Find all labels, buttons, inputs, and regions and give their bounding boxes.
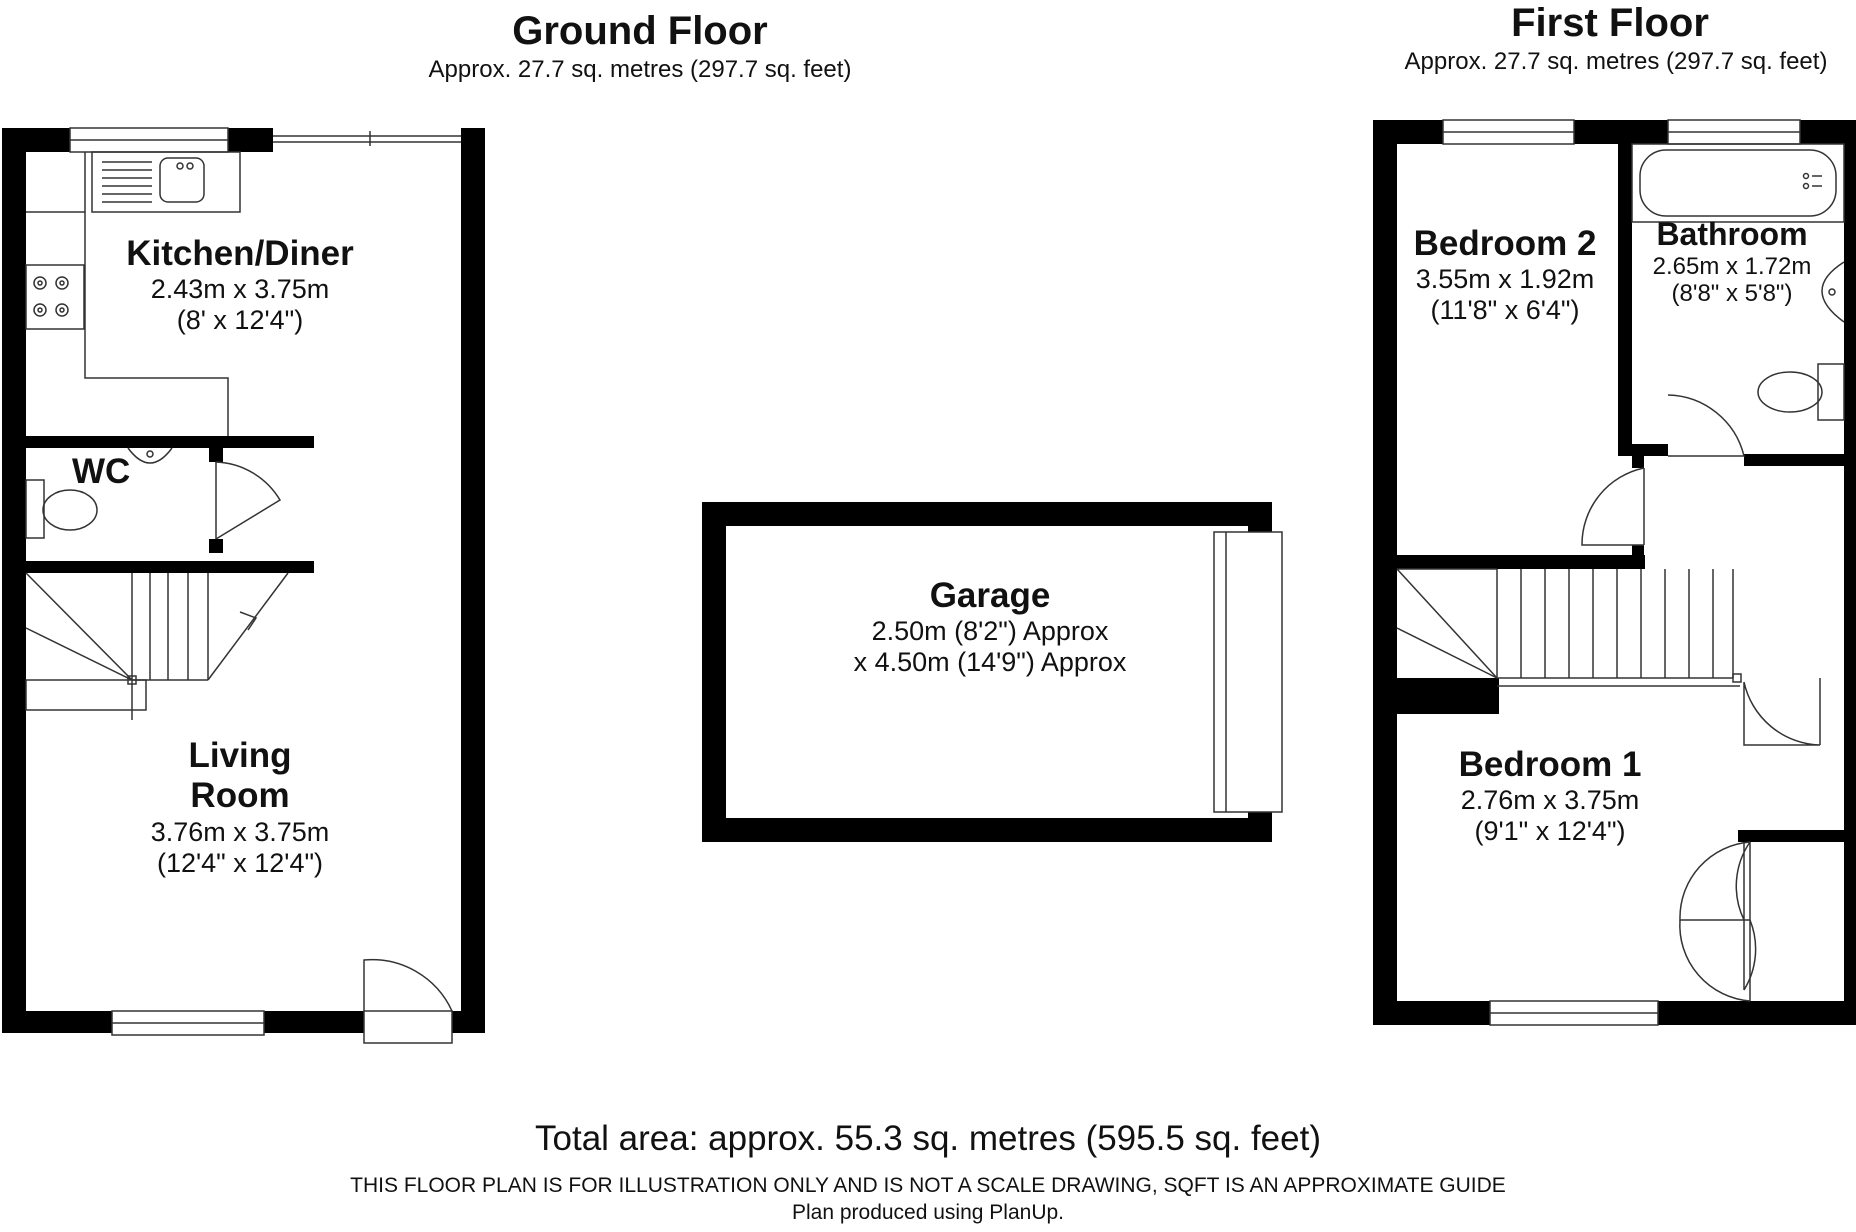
bathroom-label	[1632, 216, 1832, 308]
ground-floor-stairs	[26, 573, 288, 720]
first-floor-area: Approx. 27.7 sq. metres (297.7 sq. feet)	[1404, 48, 1828, 75]
kitchen-sink	[92, 152, 240, 212]
bedroom1-size-ft: (9'1" x 12'4")	[1474, 816, 1626, 847]
living-size-m: 3.76m x 3.75m	[150, 816, 330, 847]
ground-floor-area: Approx. 27.7 sq. metres (297.7 sq. feet)	[428, 56, 852, 83]
bedroom1-name: Bedroom 1	[1458, 745, 1642, 784]
living-name-line1: Living	[188, 736, 292, 775]
wc-door	[216, 462, 280, 539]
living-room-label	[90, 736, 390, 879]
ground-floor-title: Ground Floor	[512, 9, 768, 53]
bedroom1-size-m: 2.76m x 3.75m	[1460, 785, 1640, 816]
bedroom2-size-ft: (11'8" x 6'4")	[1430, 295, 1580, 326]
wardrobe-doors	[1736, 842, 1755, 990]
wc-toilet	[43, 490, 97, 530]
garage-length: x 4.50m (14'9") Approx	[853, 647, 1127, 678]
total-area: Total area: approx. 55.3 sq. metres (595.5 sq. feet)	[535, 1119, 1321, 1158]
bathroom-size-m: 2.65m x 1.72m	[1652, 252, 1812, 280]
disclaimer: THIS FLOOR PLAN IS FOR ILLUSTRATION ONLY AND IS NOT A SCALE DRAWING, SQFT IS AN APPROXIMATE GUIDE	[350, 1174, 1506, 1197]
bathroom-name: Bathroom	[1656, 216, 1808, 252]
garage-width: 2.50m (8'2") Approx	[871, 616, 1109, 647]
bedroom1-door	[1744, 682, 1820, 745]
bedroom1-label	[1430, 745, 1670, 847]
garage-label	[780, 576, 1200, 678]
bedroom2-label	[1390, 224, 1620, 326]
bath-tub	[1632, 144, 1844, 222]
kitchen-name: Kitchen/Diner	[126, 234, 354, 273]
plan-credit: Plan produced using PlanUp.	[791, 1201, 1064, 1224]
first-floor-stairs	[1397, 569, 1741, 686]
bathroom-size-ft: (8'8" x 5'8")	[1671, 280, 1793, 308]
garage-name: Garage	[929, 576, 1051, 615]
wc-name: WC	[72, 452, 131, 491]
bedroom2-size-m: 3.55m x 1.92m	[1415, 264, 1595, 295]
first-floor-title: First Floor	[1511, 1, 1709, 45]
bathroom-toilet	[1758, 372, 1822, 412]
bathroom-door	[1668, 395, 1744, 456]
front-door	[364, 960, 452, 1011]
living-name-line2: Room	[190, 776, 290, 816]
bedroom2-name: Bedroom 2	[1413, 224, 1597, 263]
living-size-ft: (12'4" x 12'4")	[156, 847, 324, 878]
kitchen-size-m: 2.43m x 3.75m	[150, 274, 330, 305]
garage-door	[1214, 532, 1282, 812]
kitchen-size-ft: (8' x 12'4")	[176, 305, 304, 336]
kitchen-label	[90, 234, 390, 336]
bedroom2-door	[1582, 468, 1644, 545]
hob	[26, 265, 84, 329]
